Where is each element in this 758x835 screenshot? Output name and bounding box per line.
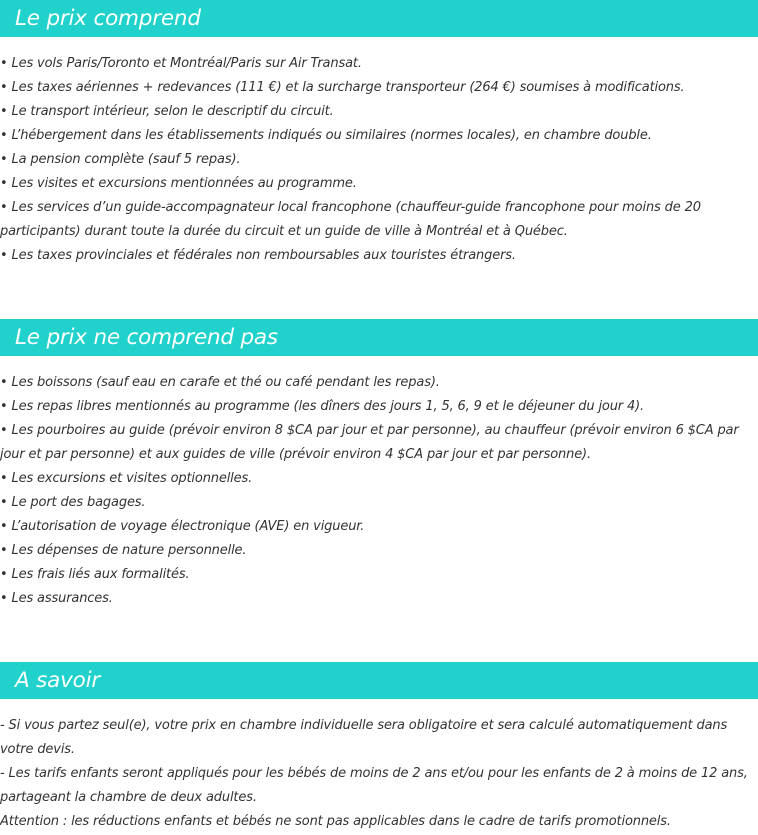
section-title: Le prix ne comprend pas xyxy=(15,325,278,350)
list-item: - Les tarifs enfants seront appliqués pour les bébés de moins de 2 ans et/ou pour les enfants de 2 à moins de 12 ans, partageant la chambre de deux adultes. xyxy=(0,766,748,805)
list-item: • Les repas libres mentionnés au programme (les dîners des jours 1, 5, 6, 9 et le déjeuner du jour 4). xyxy=(0,399,645,414)
list-item: • Les excursions et visites optionnelles. xyxy=(0,471,253,486)
list-item: • Les dépenses de nature personnelle. xyxy=(0,543,247,558)
list-item: • Les visites et excursions mentionnées au programme. xyxy=(0,176,357,191)
list-item: • Les taxes aériennes + redevances (111 €) et la surcharge transporteur (264 €) soumises à modifications. xyxy=(0,80,685,95)
list-item: • L’hébergement dans les établissements indiqués ou similaires (normes locales), en chambre double. xyxy=(0,128,652,143)
list-item: • La pension complète (sauf 5 repas). xyxy=(0,152,241,167)
list-item: Attention : les réductions enfants et bébés ne sont pas applicables dans le cadre de tarifs promotionnels. xyxy=(0,814,671,829)
list-prix-comprend xyxy=(0,52,756,268)
list-item: • Les boissons (sauf eau en carafe et thé ou café pendant les repas). xyxy=(0,375,440,390)
list-prix-ne-comprend-pas xyxy=(0,371,756,611)
list-a-savoir xyxy=(0,714,756,834)
list-item: • L’autorisation de voyage électronique (AVE) en vigueur. xyxy=(0,519,365,534)
list-item: • Les services d’un guide-accompagnateur local francophone (chauffeur-guide francophone pour moins de 20 participants) durant toute la durée du circuit et un guide de ville à Montréal et à Québec. xyxy=(0,200,701,239)
section-title: Le prix comprend xyxy=(15,6,201,31)
section-header-a-savoir xyxy=(0,662,758,699)
list-item: • Les frais liés aux formalités. xyxy=(0,567,190,582)
list-item: • Les pourboires au guide (prévoir environ 8 $CA par jour et par personne), au chauffeur (prévoir environ 6 $CA par jour et par personne) et aux guides de ville (prévoir environ 4 $CA par jour et par personne). xyxy=(0,423,739,462)
section-title: A savoir xyxy=(15,668,101,693)
list-item: • Le port des bagages. xyxy=(0,495,146,510)
list-item: • Le transport intérieur, selon le descriptif du circuit. xyxy=(0,104,334,119)
list-item: • Les assurances. xyxy=(0,591,113,606)
list-item: - Si vous partez seul(e), votre prix en chambre individuelle sera obligatoire et sera calculé automatiquement dans votre devis. xyxy=(0,718,728,757)
section-header-prix-ne-comprend-pas xyxy=(0,319,758,356)
section-header-prix-comprend xyxy=(0,0,758,37)
list-item: • Les taxes provinciales et fédérales non remboursables aux touristes étrangers. xyxy=(0,248,516,263)
list-item: • Les vols Paris/Toronto et Montréal/Paris sur Air Transat. xyxy=(0,56,362,71)
